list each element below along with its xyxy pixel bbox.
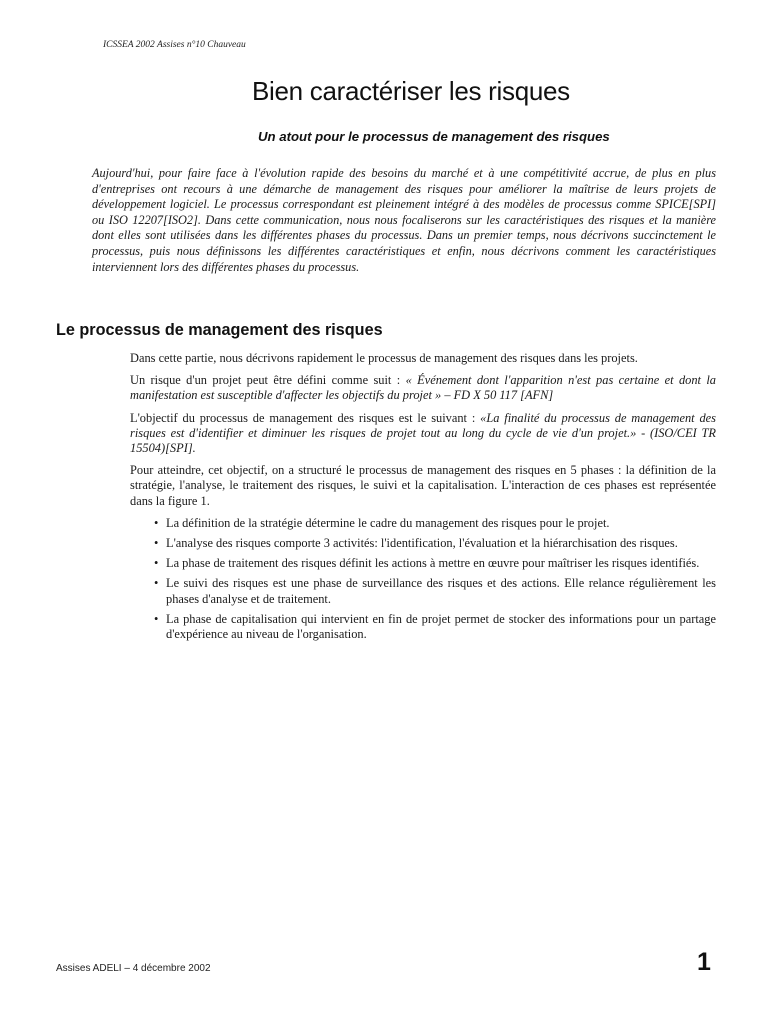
bullet-icon: • <box>154 536 159 551</box>
list-item <box>130 612 716 642</box>
objective-quote: «La finalité du processus de management des risques est d'identifier et diminuer les risques de projet tout au long du cycle de vie d'un projet.» - (ISO/CEI TR 15504)[SPI]. <box>130 410 716 456</box>
list-item <box>130 516 716 531</box>
list-item <box>130 576 716 606</box>
objective-paragraph <box>130 411 716 457</box>
abstract-paragraph: Aujourd'hui, pour faire face à l'évolution rapide des besoins du marché et à une compétitivité accrue, de plus en plus d'entreprises ont recours à une démarche de management des risques pour améliorer la maîtrise de leurs projets de développement logiciel. Le processus correspondant est pleinement intégré à des modèles de processus comme SPICE[SPI] ou ISO 12207[ISO2]. Dans cette communication, nous nous focaliserons sur les caractéristiques des risques et la manière dont elles sont utilisées dans les différentes phases du processus. Dans un premier temps, nous décrivons succinctement le processus, puis nous définissons les différentes caractéristiques et enfin, nous décrivons comment les caractéristiques interviennent lors des différentes phases du processus. <box>92 166 716 274</box>
phases-paragraph: Pour atteindre, cet objectif, on a structuré le processus de management des risques en 5 phases : la définition de la stratégie, l'analyse, le traitement des risques, le suivi et la capitalisation. L'interaction de ces phases est représentée dans la figure 1. <box>130 463 716 508</box>
intro-paragraph: Dans cette partie, nous décrivons rapidement le processus de management des risques dans les projets. <box>130 351 638 365</box>
footer-text: Assises ADELI – 4 décembre 2002 <box>56 963 211 974</box>
section-heading: Le processus de management des risques <box>56 321 383 339</box>
list-item-text: La phase de capitalisation qui intervient en fin de projet permet de stocker des informations pour un partage d'expérience au niveau de l'organisation. <box>166 611 716 642</box>
phases-list <box>130 516 716 642</box>
objective-lead: L'objectif du processus de management des risques est le suivant : <box>130 410 481 425</box>
bullet-icon: • <box>154 611 159 626</box>
document-subtitle: Un atout pour le processus de management des risques <box>258 129 610 144</box>
list-item <box>130 556 716 571</box>
risk-definition-quote: « Événement dont l'apparition n'est pas certaine et dont la manifestation est susceptible d'affecter les objectifs du projet » – FD X 50 117 [AFN] <box>130 373 716 403</box>
bullet-icon: • <box>154 576 159 591</box>
header-note: ICSSEA 2002 Assises n°10 Chauveau <box>103 40 246 50</box>
list-item <box>130 536 716 551</box>
list-item-text: Le suivi des risques est une phase de surveillance des risques et des actions. Elle relance régulièrement les phases d'analyse et de traitement. <box>166 576 716 606</box>
document-title: Bien caractériser les risques <box>252 76 570 106</box>
risk-definition-paragraph <box>130 373 716 403</box>
list-item-text: La définition de la stratégie détermine le cadre du management des risques pour le projet. <box>166 515 610 530</box>
list-item-text: L'analyse des risques comporte 3 activités: l'identification, l'évaluation et la hiérarchisation des risques. <box>166 536 678 551</box>
bullet-icon: • <box>154 556 159 571</box>
list-item-text: La phase de traitement des risques définit les actions à mettre en œuvre pour maîtriser les risques identifiés. <box>166 556 700 571</box>
risk-definition-lead: Un risque d'un projet peut être défini comme suit : <box>130 373 406 388</box>
section-body <box>130 351 716 647</box>
page-number: 1 <box>697 948 711 976</box>
bullet-icon: • <box>154 515 159 530</box>
